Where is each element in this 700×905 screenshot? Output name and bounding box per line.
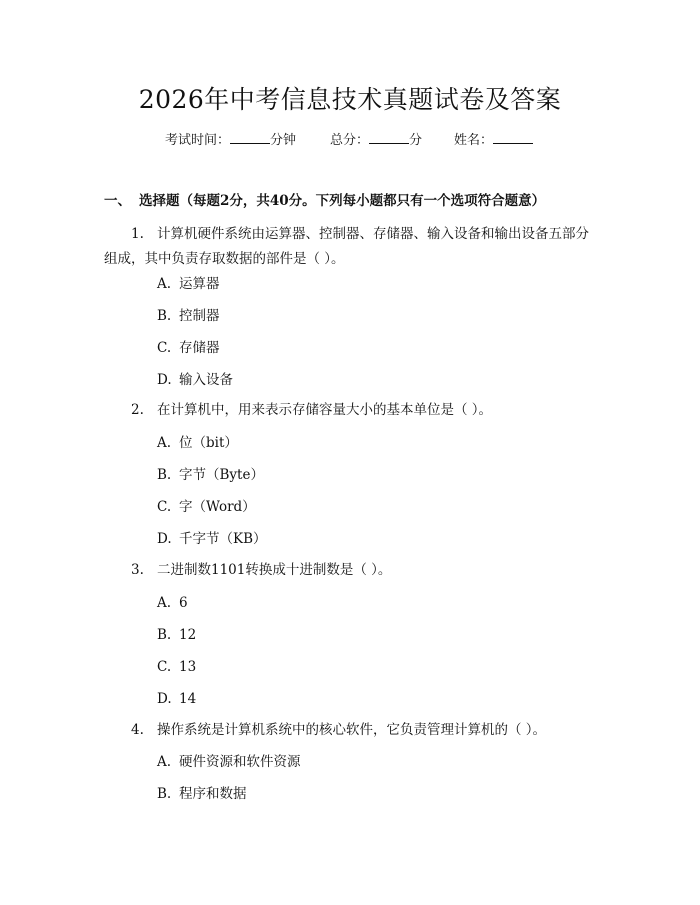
option-text: 程序和数据 (179, 786, 247, 802)
option-letter: B. (157, 627, 172, 643)
question-1-option-a (157, 274, 220, 294)
question-4-option-b (157, 784, 247, 804)
question-3-option-a (157, 593, 188, 613)
question-1-line-1 (104, 222, 604, 247)
student-name-field (454, 131, 533, 150)
option-text: 千字节（KB） (179, 531, 267, 547)
question-2-option-b (157, 465, 264, 485)
exam-time-blank (230, 131, 270, 144)
section-heading (104, 191, 545, 211)
option-text: 字节（Byte） (179, 467, 264, 483)
option-text: 输入设备 (179, 372, 233, 388)
exam-time-label: 考试时间： (165, 133, 231, 148)
option-letter: C. (157, 340, 172, 356)
option-letter: C. (157, 659, 172, 675)
question-1-text-line-2: 组成，其中负责存取数据的部件是（ ）。 (104, 251, 345, 267)
option-letter: B. (157, 308, 172, 324)
question-4-text: 操作系统是计算机系统中的核心软件，它负责管理计算机的（ ）。 (157, 722, 547, 738)
question-3-option-d (157, 689, 196, 709)
student-name-blank (493, 131, 533, 144)
option-letter: A. (157, 754, 172, 770)
question-2-option-d (157, 529, 267, 549)
option-text: 14 (179, 691, 197, 707)
question-3-number: 3. (131, 562, 144, 578)
option-letter: B. (157, 467, 172, 483)
question-4-option-a (157, 752, 301, 772)
question-2 (131, 398, 492, 423)
option-letter: B. (157, 786, 172, 802)
option-letter: D. (157, 691, 172, 707)
option-letter: D. (157, 531, 172, 547)
question-3-option-c (157, 657, 196, 677)
option-text: 位（bit） (179, 435, 238, 451)
question-3 (131, 558, 391, 583)
question-1 (104, 222, 604, 272)
option-text: 存储器 (179, 340, 220, 356)
question-2-option-c (157, 497, 256, 517)
question-1-option-c (157, 338, 220, 358)
question-1-number: 1. (131, 226, 144, 242)
exam-time-unit: 分钟 (270, 133, 297, 148)
exam-time-field (165, 131, 296, 150)
total-score-field (330, 131, 422, 150)
question-2-option-a (157, 433, 238, 453)
question-1-option-b (157, 306, 220, 326)
option-letter: A. (157, 276, 172, 292)
question-2-text: 在计算机中，用来表示存储容量大小的基本单位是（ ）。 (157, 402, 493, 418)
option-text: 运算器 (179, 276, 220, 292)
student-name-label: 姓名： (454, 133, 494, 148)
total-score-label: 总分： (330, 133, 370, 148)
option-letter: A. (157, 435, 172, 451)
section-title: 选择题（每题2分，共40分。下列每小题都只有一个选项符合题意） (139, 193, 546, 209)
total-score-blank (369, 131, 409, 144)
option-text: 13 (179, 659, 197, 675)
question-3-text: 二进制数1101转换成十进制数是（ ）。 (157, 562, 392, 578)
option-text: 硬件资源和软件资源 (179, 754, 301, 770)
question-1-text-line-1: 计算机硬件系统由运算器、控制器、存储器、输入设备和输出设备五部分 (157, 226, 589, 242)
question-3-option-b (157, 625, 196, 645)
option-letter: D. (157, 372, 172, 388)
option-text: 控制器 (179, 308, 220, 324)
option-text: 字（Word） (179, 499, 256, 515)
page-title: 2026年中考信息技术真题试卷及答案 (138, 85, 562, 114)
section-number: 一、 (104, 193, 131, 209)
total-score-unit: 分 (409, 133, 423, 148)
question-4-number: 4. (131, 722, 144, 738)
question-4 (131, 718, 546, 743)
option-letter: A. (157, 595, 172, 611)
option-letter: C. (157, 499, 172, 515)
question-2-number: 2. (131, 402, 144, 418)
option-text: 12 (179, 627, 197, 643)
question-1-option-d (157, 370, 233, 390)
option-text: 6 (179, 595, 188, 611)
